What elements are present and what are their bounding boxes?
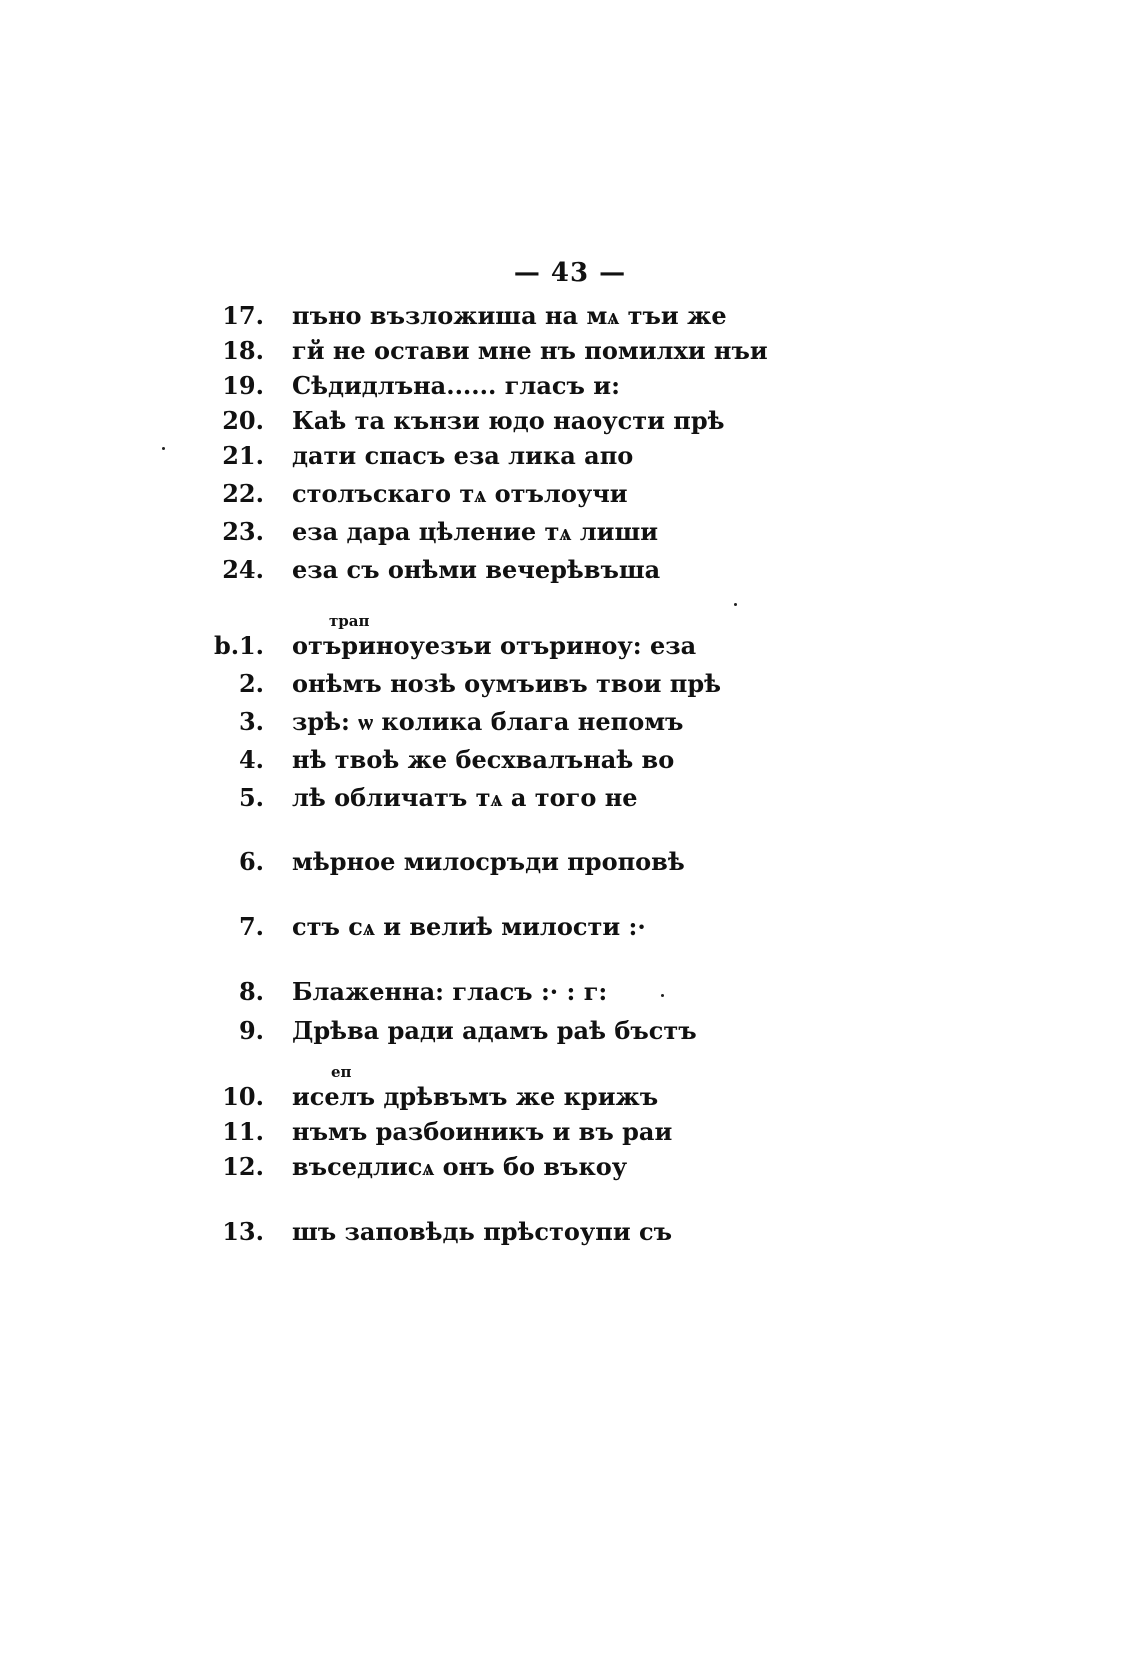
line-number: 12. (222, 1152, 264, 1181)
line-number: 1. (238, 631, 264, 660)
scan-speck (162, 447, 165, 450)
line-number: 17. (222, 301, 264, 330)
scan-speck (661, 994, 664, 997)
line-number: 18. (222, 336, 264, 365)
line-number: 10. (222, 1082, 264, 1111)
line-text: стъ сѧ и велиѣ милости :· (292, 912, 646, 941)
scan-speck (734, 603, 737, 606)
line-text: пъно възложиша на мѧ тъи же (292, 301, 727, 330)
line-number: 2. (238, 669, 264, 698)
line-number: 7. (238, 912, 264, 941)
line-number: 24. (222, 555, 264, 584)
line-text: шъ заповѣдь прѣстоупи съ (292, 1217, 673, 1246)
line-text: отъриноуезъи отъриноу: еза (292, 631, 697, 660)
line-number: 4. (238, 745, 264, 774)
line-text: еза съ онѣми вечерѣвъша (292, 555, 661, 584)
line-text: Блаженна: гласъ :· : г: (292, 977, 608, 1006)
line-number: 11. (222, 1117, 264, 1146)
line-text: нъмъ разбоиникъ и въ раи (292, 1117, 673, 1146)
line-text: нѣ твоѣ же бесхвалънаѣ во (292, 745, 675, 774)
line-number: 8. (238, 977, 264, 1006)
interlinear-annotation: трап (329, 612, 370, 630)
line-text: столъскаго тѧ отълоучи (292, 479, 628, 508)
line-text: иселъ дрѣвъмъ же крижъ (292, 1082, 659, 1111)
line-number: 19. (222, 371, 264, 400)
line-number: 3. (238, 707, 264, 736)
line-text: Каѣ та кънзи юдо наоусти прѣ (292, 406, 725, 435)
line-text: Сѣдидлъна...... гласъ и: (292, 371, 620, 400)
line-text: въседлисѧ онъ бо въкоу (292, 1152, 628, 1181)
line-number: 21. (222, 441, 264, 470)
line-number: 23. (222, 517, 264, 546)
line-number: 22. (222, 479, 264, 508)
line-number: 20. (222, 406, 264, 435)
line-text: зрѣ: ѡ колика блага непомъ (292, 707, 684, 736)
line-text: онѣмъ нозѣ оумъивъ твои прѣ (292, 669, 721, 698)
section-marker: b. (214, 631, 240, 660)
interlinear-annotation: еп (331, 1063, 352, 1081)
line-number: 6. (238, 847, 264, 876)
line-text: дати спасъ еза лика апо (292, 441, 634, 470)
line-text: лѣ обличатъ тѧ а того не (292, 783, 638, 812)
line-text: гй не остави мне нъ помилхи нъи (292, 336, 768, 365)
line-text: Дрѣва ради адамъ раѣ бъстъ (292, 1016, 697, 1045)
line-text: мѣрное милосръди проповѣ (292, 847, 685, 876)
line-number: 5. (238, 783, 264, 812)
page-number: — 43 — (513, 258, 627, 288)
line-number: 9. (238, 1016, 264, 1045)
line-text: еза дара цѣление тѧ лиши (292, 517, 659, 546)
line-number: 13. (222, 1217, 264, 1246)
